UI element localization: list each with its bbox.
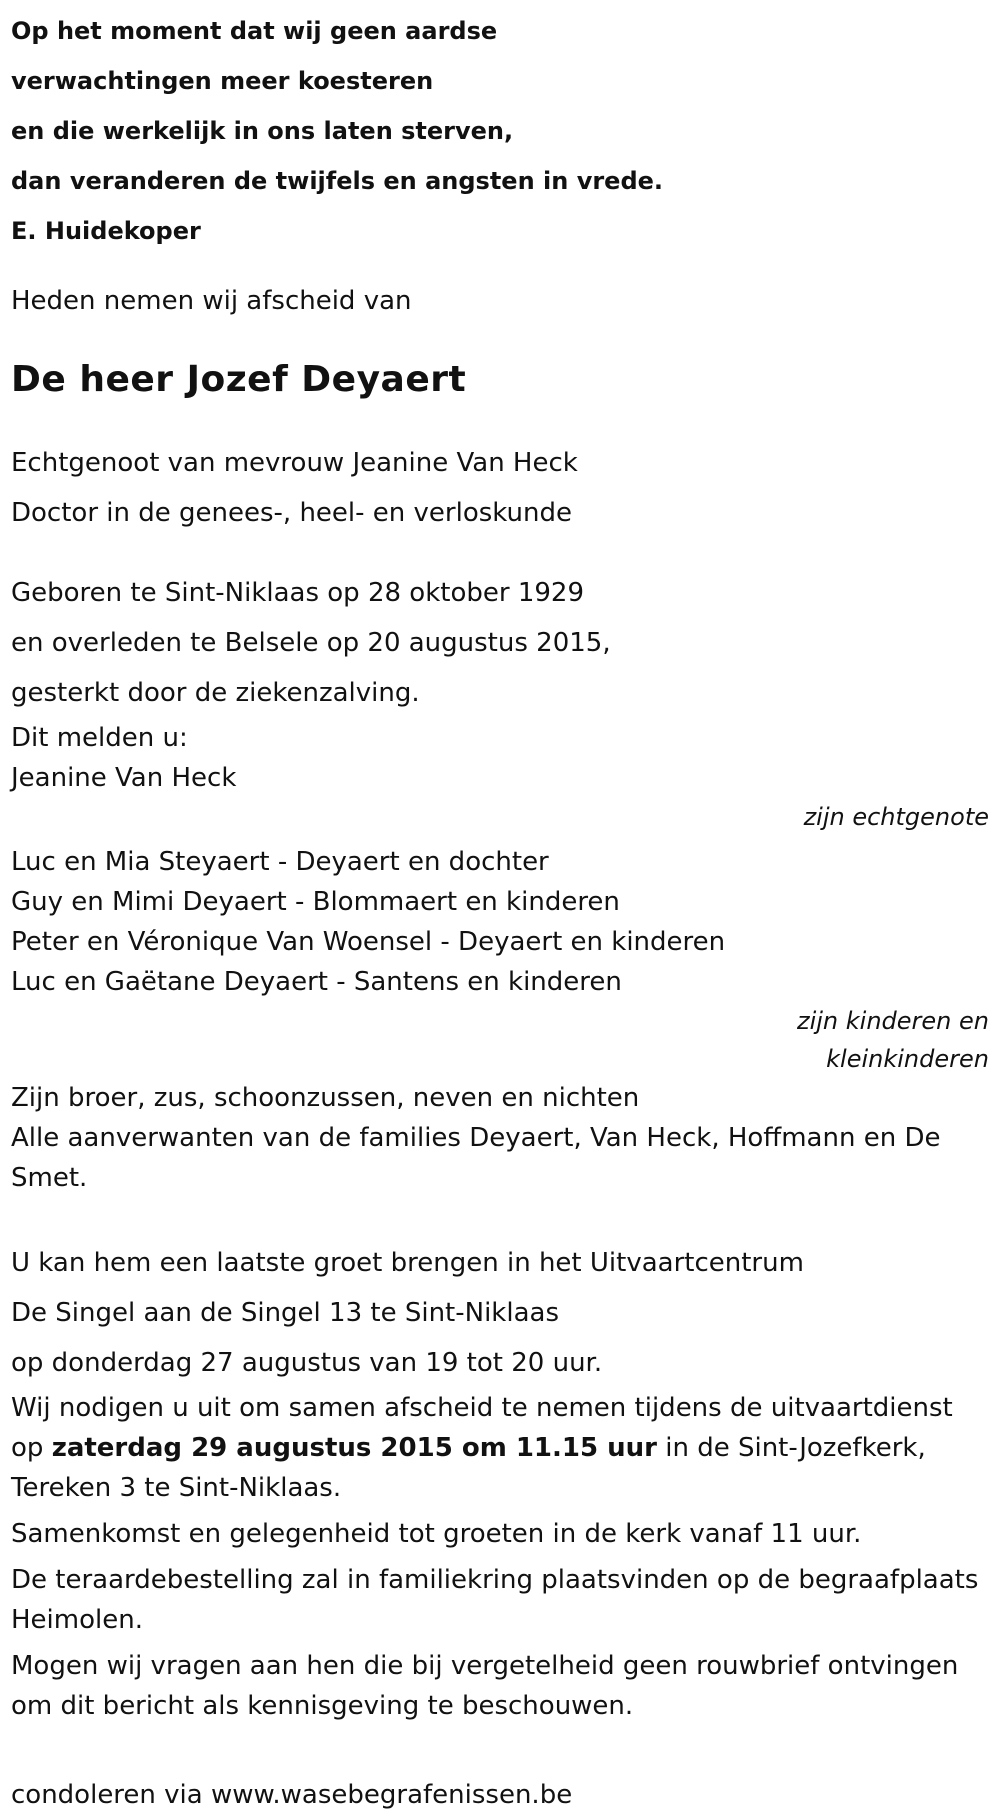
list-item: Luc en Gaëtane Deyaert - Santens en kinderen bbox=[11, 967, 622, 997]
spouse-relation: zijn echtgenote bbox=[803, 803, 989, 831]
announcement-heading: Dit melden u: bbox=[11, 723, 188, 753]
service-paragraph bbox=[11, 1388, 989, 1508]
condolences-link[interactable]: condoleren via www.wasebegrafenissen.be bbox=[11, 1780, 573, 1810]
visitation-line: U kan hem een laatste groet brengen in het Uitvaartcentrum bbox=[11, 1248, 804, 1278]
siblings-line: Zijn broer, zus, schoonzussen, neven en nichten bbox=[11, 1083, 640, 1113]
spouse-name: Jeanine Van Heck bbox=[11, 763, 237, 793]
list-item: Luc en Mia Steyaert - Deyaert en dochter bbox=[11, 847, 549, 877]
died-line: en overleden te Belsele op 20 augustus 2015, bbox=[11, 628, 611, 658]
service-date: zaterdag 29 augustus 2015 om 11.15 uur bbox=[51, 1433, 657, 1463]
birth-death-details bbox=[11, 568, 989, 718]
quote-line: Op het moment dat wij geen aardse bbox=[11, 17, 498, 45]
born-line: Geboren te Sint-Niklaas op 28 oktober 1929 bbox=[11, 578, 584, 608]
visitation-line: De Singel aan de Singel 13 te Sint-Niklaas bbox=[11, 1298, 559, 1328]
profession-line: Doctor in de genees-, heel- en verloskunde bbox=[11, 498, 572, 528]
visitation-block bbox=[11, 1238, 989, 1388]
intro-text: Heden nemen wij afscheid van bbox=[11, 286, 412, 316]
list-item: Peter en Véronique Van Woensel - Deyaert en kinderen bbox=[11, 927, 726, 957]
quote-line: verwachtingen meer koesteren bbox=[11, 67, 434, 95]
burial-line: De teraardebestelling zal in familiekring plaatsvinden op de begraafplaats Heimolen. bbox=[11, 1565, 979, 1635]
announcement-block bbox=[11, 718, 989, 1198]
quote-author: E. Huidekoper bbox=[11, 217, 201, 245]
service-text: Wij nodigen u uit om samen afscheid te nemen tijdens de uitvaartdienst op bbox=[11, 1393, 953, 1463]
children-relation bbox=[11, 1002, 989, 1078]
service-text: in de Sint-Jozefkerk, Tereken 3 te Sint-Niklaas. bbox=[11, 1433, 926, 1503]
sacrament-line: gesterkt door de ziekenzalving. bbox=[11, 678, 420, 708]
relatives-line: Alle aanverwanten van de families Deyaert, Van Heck, Hoffmann en De Smet. bbox=[11, 1123, 941, 1193]
spouse-line: Echtgenoot van mevrouw Jeanine Van Heck bbox=[11, 448, 578, 478]
quote-line: en die werkelijk in ons laten sterven, bbox=[11, 117, 514, 145]
children-relation-line: zijn kinderen en bbox=[797, 1007, 989, 1035]
children-list bbox=[11, 842, 989, 1002]
quote-line: dan veranderen de twijfels en angsten in vrede. bbox=[11, 167, 664, 195]
gathering-line: Samenkomst en gelegenheid tot groeten in de kerk vanaf 11 uur. bbox=[11, 1519, 862, 1549]
deceased-details bbox=[11, 438, 989, 538]
quote-block bbox=[11, 0, 989, 256]
request-line: Mogen wij vragen aan hen die bij vergetelheid geen rouwbrief ontvingen om dit bericht als kennisgeving te beschouwen. bbox=[11, 1651, 959, 1721]
visitation-line: op donderdag 27 augustus van 19 tot 20 uur. bbox=[11, 1348, 603, 1378]
deceased-name: De heer Jozef Deyaert bbox=[11, 359, 467, 400]
list-item: Guy en Mimi Deyaert - Blommaert en kinderen bbox=[11, 887, 620, 917]
children-relation-line: kleinkinderen bbox=[826, 1045, 989, 1073]
